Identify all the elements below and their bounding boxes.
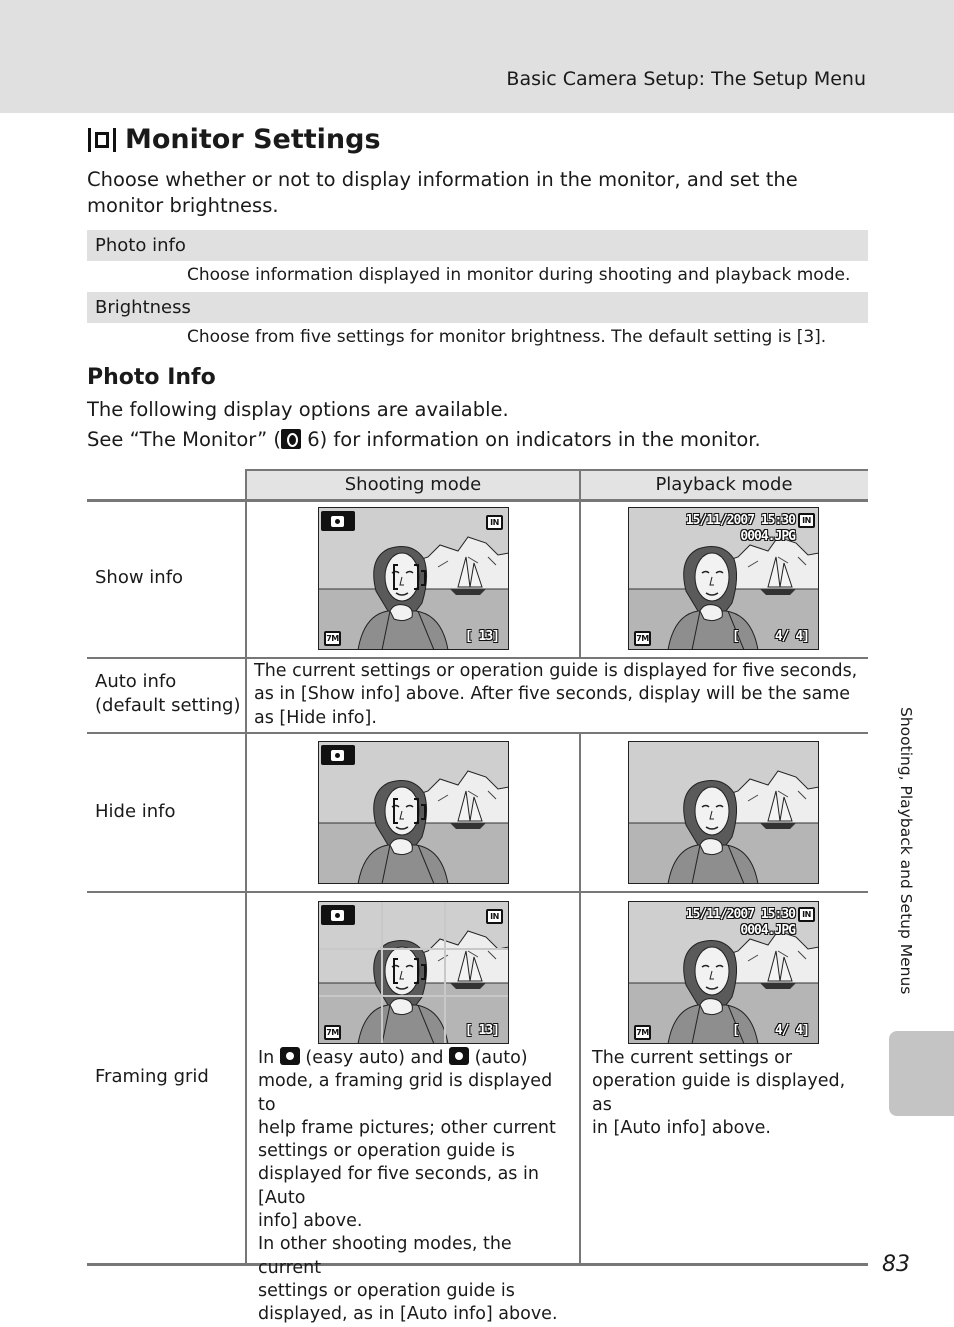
text-segment: In bbox=[258, 1048, 280, 1068]
text-line: in [Auto info] above. bbox=[592, 1117, 771, 1138]
header-shooting-mode: Shooting mode bbox=[246, 471, 580, 500]
body-line-2-end: 6) for information on indicators in the monitor. bbox=[301, 428, 761, 451]
running-header: Basic Camera Setup: The Setup Menu bbox=[506, 68, 866, 90]
hide-info-shooting-screen bbox=[318, 741, 509, 884]
image-size-icon: 7M bbox=[324, 631, 341, 646]
table-row-divider bbox=[87, 891, 868, 893]
image-size-icon: 7M bbox=[634, 631, 651, 646]
shots-remaining: [ 13] bbox=[464, 629, 499, 644]
row-label-auto-info bbox=[95, 670, 241, 718]
page-title-text: Monitor Settings bbox=[125, 124, 381, 155]
page-title bbox=[87, 124, 381, 155]
camera-mode-icon bbox=[321, 511, 355, 531]
section-heading: Photo Info bbox=[87, 365, 216, 390]
text-line: info] above. bbox=[258, 1211, 363, 1232]
text-segment: (easy auto) and bbox=[299, 1048, 450, 1068]
body-line-1: The following display options are available. bbox=[87, 398, 509, 421]
framing-grid-shooting-screen bbox=[318, 901, 509, 1044]
option-brightness: Brightness bbox=[87, 292, 868, 323]
page-reference-icon bbox=[281, 429, 301, 449]
frame-counter: 4/ 4] bbox=[774, 629, 809, 644]
text-line: In other shooting modes, the current bbox=[258, 1234, 512, 1278]
row-label-framing-grid: Framing grid bbox=[95, 1066, 209, 1087]
option-photo-info-description: Choose information displayed in monitor during shooting and playback mode. bbox=[187, 265, 851, 285]
text-line: operation guide is displayed, as bbox=[592, 1071, 846, 1115]
text-segment: (auto) bbox=[469, 1048, 528, 1068]
header-band bbox=[0, 0, 954, 113]
date-time: 15/11/2007 15:30 bbox=[685, 907, 795, 922]
easy-auto-mode-icon bbox=[280, 1047, 300, 1065]
text-line: displayed, as in [Auto info] above. bbox=[258, 1304, 558, 1325]
text-line: mode, a framing grid is displayed to bbox=[258, 1071, 553, 1115]
row-label-hide-info: Hide info bbox=[95, 801, 176, 822]
table-column-rule bbox=[245, 469, 247, 1265]
file-name: 0004.JPG bbox=[740, 529, 795, 544]
text-line: displayed for five seconds, as in [Auto bbox=[258, 1164, 539, 1208]
auto-info-sublabel: (default setting) bbox=[95, 695, 241, 716]
show-info-playback-screen bbox=[628, 507, 819, 650]
camera-mode-icon bbox=[321, 905, 355, 925]
show-info-shooting-screen bbox=[318, 507, 509, 650]
table-header-rule bbox=[87, 499, 868, 502]
body-line-2 bbox=[87, 428, 761, 451]
text-line: settings or operation guide is bbox=[258, 1280, 515, 1301]
frame-bracket: [ bbox=[732, 1023, 739, 1038]
row-label-show-info: Show info bbox=[95, 567, 184, 588]
text-line: settings or operation guide is bbox=[258, 1141, 515, 1162]
header-playback-mode: Playback mode bbox=[580, 471, 868, 500]
table-column-rule bbox=[579, 469, 581, 659]
table-row-divider bbox=[87, 732, 868, 734]
text-line: The current settings or bbox=[592, 1048, 793, 1068]
monitor-icon bbox=[87, 127, 117, 153]
text-line: help frame pictures; other current bbox=[258, 1117, 556, 1138]
body-line-2-start: See “The Monitor” ( bbox=[87, 428, 281, 451]
date-time: 15/11/2007 15:30 bbox=[685, 513, 795, 528]
internal-memory-icon: IN bbox=[798, 907, 815, 922]
image-size-icon: 7M bbox=[634, 1025, 651, 1040]
internal-memory-icon: IN bbox=[486, 909, 503, 924]
hide-info-playback-screen bbox=[628, 741, 819, 884]
option-brightness-description: Choose from five settings for monitor brightness. The default setting is [3]. bbox=[187, 327, 827, 347]
chapter-tab bbox=[889, 1031, 954, 1116]
page-number: 83 bbox=[882, 1252, 910, 1277]
image-size-icon: 7M bbox=[324, 1025, 341, 1040]
frame-counter: 4/ 4] bbox=[774, 1023, 809, 1038]
chapter-side-label: Shooting, Playback and Setup Menus bbox=[897, 707, 915, 995]
internal-memory-icon: IN bbox=[798, 513, 815, 528]
framing-grid-playback-description bbox=[592, 1047, 862, 1140]
intro-paragraph: Choose whether or not to display information in the monitor, and set the monitor brightness. bbox=[87, 168, 798, 217]
internal-memory-icon: IN bbox=[486, 515, 503, 530]
table-row-divider bbox=[87, 657, 868, 659]
frame-bracket: [ bbox=[732, 629, 739, 644]
framing-grid-playback-screen bbox=[628, 901, 819, 1044]
shots-remaining: [ 13] bbox=[464, 1023, 499, 1038]
auto-mode-icon bbox=[449, 1047, 469, 1065]
auto-info-description: The current settings or operation guide is displayed for five seconds, as in [Show info] above. After five seconds, display will be the same as [Hide info]. bbox=[254, 661, 858, 728]
framing-grid-shooting-description bbox=[258, 1047, 574, 1327]
table-top-rule bbox=[246, 469, 868, 471]
camera-mode-icon bbox=[321, 745, 355, 765]
file-name: 0004.JPG bbox=[740, 923, 795, 938]
table-column-rule bbox=[579, 733, 581, 1265]
option-photo-info: Photo info bbox=[87, 230, 868, 261]
auto-info-label: Auto info bbox=[95, 671, 177, 692]
